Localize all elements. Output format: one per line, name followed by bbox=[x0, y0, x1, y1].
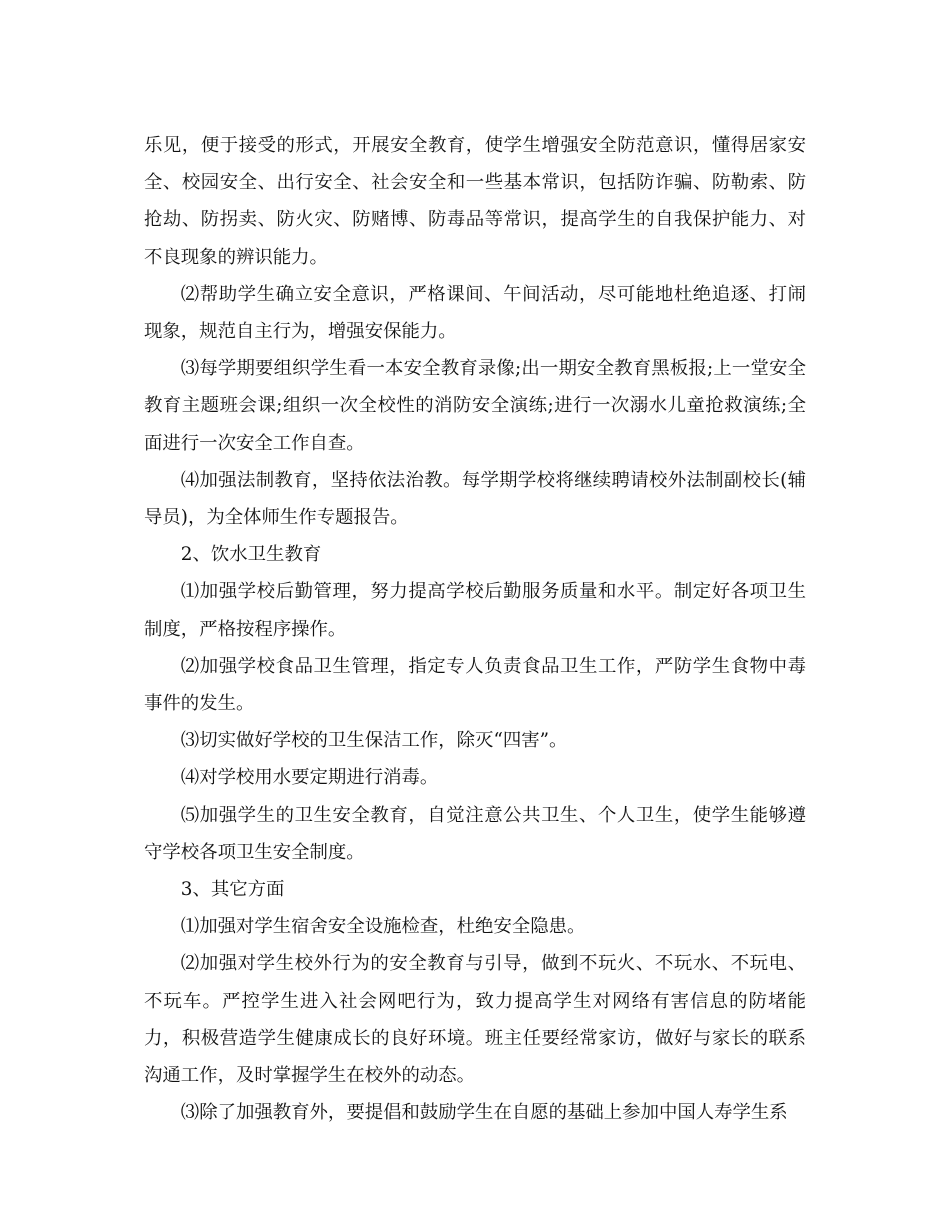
paragraph-other-item-1: ⑴加强对学生宿舍安全设施检查，杜绝安全隐患。 bbox=[180, 916, 586, 938]
section-heading-other-aspects: 3、其它方面 bbox=[180, 879, 285, 901]
paragraph-other-item-2: ⑵加强对学生校外行为的安全教育与引导，做到不玩火、不玩水、不玩电、不玩车。严控学生进入社会网吧行为，致力提高学生对网络有害信息的防堵能力，积极营造学生健康成长的良好环境。班主任要经常家访，做好与家长的联系沟通工作，及时掌握学生在校外的动态。 bbox=[144, 953, 806, 1087]
paragraph-hygiene-item-2: ⑵加强学校食品卫生管理，指定专人负责食品卫生工作，严防学生食物中毒事件的发生。 bbox=[144, 655, 806, 715]
paragraph-intro-continued: 乐见，便于接受的形式，开展安全教育，使学生增强安全防范意识，懂得居家安全、校园安全、出行安全、社会安全和一些基本常识，包括防诈骗、防勒索、防抢劫、防拐卖、防火灾、防赌博、防毒品等常识，提高学生的自我保护能力、对不良现象的辨识能力。 bbox=[144, 135, 806, 268]
paragraph-item-2: ⑵帮助学生确立安全意识，严格课间、午间活动，尽可能地杜绝追逐、打闹现象，规范自主行为，增强安保能力。 bbox=[144, 283, 806, 343]
paragraph-item-3: ⑶每学期要组织学生看一本安全教育录像;出一期安全教育黑板报;上一堂安全教育主题班会课;组织一次全校性的消防安全演练;进行一次溺水儿童抢救演练;全面进行一次安全工作自查。 bbox=[144, 358, 806, 454]
paragraph-hygiene-item-3: ⑶切实做好学校的卫生保洁工作，除灭“四害”。 bbox=[180, 730, 568, 752]
paragraph-hygiene-item-1: ⑴加强学校后勤管理，努力提高学校后勤服务质量和水平。制定好各项卫生制度，严格按程序操作。 bbox=[144, 581, 806, 640]
document-body bbox=[144, 127, 806, 1131]
paragraph-hygiene-item-5: ⑸加强学生的卫生安全教育，自觉注意公共卫生、个人卫生，使学生能够遵守学校各项卫生安全制度。 bbox=[144, 804, 806, 863]
paragraph-other-item-3: ⑶除了加强教育外，要提倡和鼓励学生在自愿的基础上参加中国人寿学生系 bbox=[180, 1102, 788, 1124]
section-heading-drinking-water-hygiene: 2、饮水卫生教育 bbox=[180, 544, 322, 566]
paragraph-hygiene-item-4: ⑷对学校用水要定期进行消毒。 bbox=[180, 767, 439, 789]
paragraph-item-4: ⑷加强法制教育，坚持依法治教。每学期学校将继续聘请校外法制副校长(辅导员)，为全体师生作专题报告。 bbox=[144, 469, 806, 529]
